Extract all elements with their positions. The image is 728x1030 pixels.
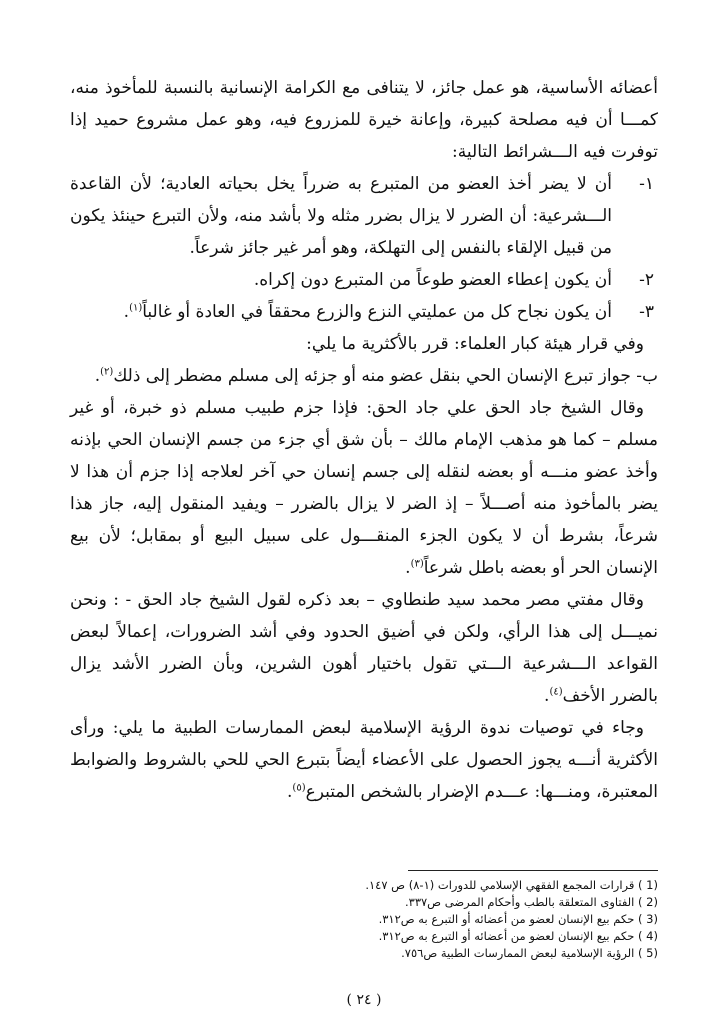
- condition-text: أن يكون إعطاء العضو طوعاً من المتبرع دون إكراه.: [253, 270, 612, 290]
- paragraph-tantawi: [70, 584, 658, 712]
- sentence-end: .: [405, 558, 411, 578]
- body-text: [70, 72, 658, 808]
- footnote-divider: [408, 870, 658, 871]
- paragraph-conditions-intro: أعضائه الأساسية، هو عمل جائز، لا يتنافى مع الكرامة الإنسانية بالنسبة للمأخوذ منه، كمـــا أن فيه مصلحة كبيرة، وإعانة خيرة للمزروع فيه، وهو عمل مشروع حميد إذا توفرت فيه الـــشرائط التالية:: [70, 78, 658, 162]
- footnote-ref[interactable]: (٣): [410, 558, 424, 570]
- paragraph-text: وقال الشيخ جاد الحق علي جاد الحق: فإذا جزم طبيب مسلم ذو خبرة، أو غير مسلم – كما هو مذهب الإمام مالك – بأن شق أي جزء من جسم الإنسان الحي بإذنه وأخذ عضو منـــه أو بعضه لنقله إلى جسم إنسان حي آخر لعلاجه إذا جزم أن هذا لا يضر بالمأخوذ منه أصـــلاً – إذ الضر لا يزال بالضرر – ويفيد المنقول إليه، جاز هذا شرعاً، بشرط أن لا يكون الجزء المنقـــول على سبيل البيع أو بمقابل؛ لأن بيع الإنسان الحر أو بعضه باطل شرعاً: [70, 398, 658, 578]
- sentence-end: .: [94, 366, 101, 386]
- footnote-4: (4 ) حكم بيع الإنسان لعضو من أعضائه أو التبرع به ص٣١٢.: [378, 929, 658, 943]
- condition-text-wrap: [70, 296, 620, 328]
- footnote-2: (2 ) الفتاوى المتعلقة بالطب وأحكام المرضى ص٣٣٧.: [404, 895, 658, 909]
- sentence-end: .: [287, 782, 293, 802]
- decision-text: ب- جواز تبرع الإنسان الحي بنقل عضو منه أو جزئه إلى مسلم مضطر إلى ذلك: [113, 366, 658, 386]
- condition-number: ٣-: [639, 302, 654, 322]
- footnote-1: (1 ) قرارات المجمع الفقهي الإسلامي للدورات (١-٨) ص ١٤٧.: [365, 878, 658, 892]
- paragraph-seminar-recommendations: [70, 712, 658, 808]
- sentence-end: .: [544, 686, 550, 706]
- footnote-ref[interactable]: (٤): [549, 686, 563, 698]
- condition-item-3: [70, 296, 658, 328]
- footnote-5: (5 ) الرؤية الإسلامية لبعض الممارسات الطبية ص٧٥٦.: [401, 946, 658, 960]
- paragraph-senior-scholars: وفي قرار هيئة كبار العلماء: قرر بالأكثرية ما يلي:: [306, 334, 644, 354]
- paragraph-jad-al-haq: [70, 392, 658, 584]
- condition-text: أن لا يضر أخذ العضو من المتبرع به ضرراً يخل بحياته العادية؛ لأن القاعدة الـــشرعية: أن الضرر لا يزال بضرر مثله ولا بأشد منه، ولأن التبرع حينئذ يكون من قبيل الإلقاء بالنفس إلى التهلكة، وهو أمر غير جائز شرعاً.: [70, 174, 612, 258]
- condition-text: أن يكون نجاح كل من عمليتي النزع والزرع محققاً في العادة أو غالباً: [142, 302, 612, 322]
- footnote-ref[interactable]: (٢): [100, 366, 114, 378]
- document-page: [70, 72, 658, 1030]
- paragraph-text: وجاء في توصيات ندوة الرؤية الإسلامية لبعض الممارسات الطبية ما يلي: ورأى الأكثرية أنـــه يجوز الحصول على الأعضاء أيضاً بتبرع الحي للحي بالشروط والضوابط المعتبرة، ومنـــها: عـــدم الإضرار بالشخص المتبرع: [70, 718, 658, 802]
- paragraph-decision-b: [70, 360, 658, 392]
- condition-number: ٢-: [639, 270, 654, 290]
- footnote-ref[interactable]: (٥): [292, 782, 306, 794]
- condition-number: ١-: [639, 174, 654, 194]
- footnote-ref[interactable]: (١): [129, 302, 143, 314]
- footnotes-section: [70, 870, 658, 962]
- footnote-3: (3 ) حكم بيع الإنسان لعضو من أعضائه أو التبرع به ص٣١٢.: [378, 912, 658, 926]
- page-number: ( ٢٤ ): [346, 992, 382, 1008]
- sentence-end: .: [123, 302, 130, 322]
- paragraph-text: وقال مفتي مصر محمد سيد طنطاوي – بعد ذكره لقول الشيخ جاد الحق - : ونحن نميـــل إلى هذا الرأي، ولكن في أضيق الحدود وفي أشد الضرورات، إعمالاً لبعض القواعد الـــشرعية الـــتي تقول باختيار أهون الشرين، وبأن الضرر الأشد يزال بالضرر الأخف: [70, 590, 658, 706]
- condition-item-1: [70, 168, 658, 264]
- condition-item-2: [70, 264, 658, 296]
